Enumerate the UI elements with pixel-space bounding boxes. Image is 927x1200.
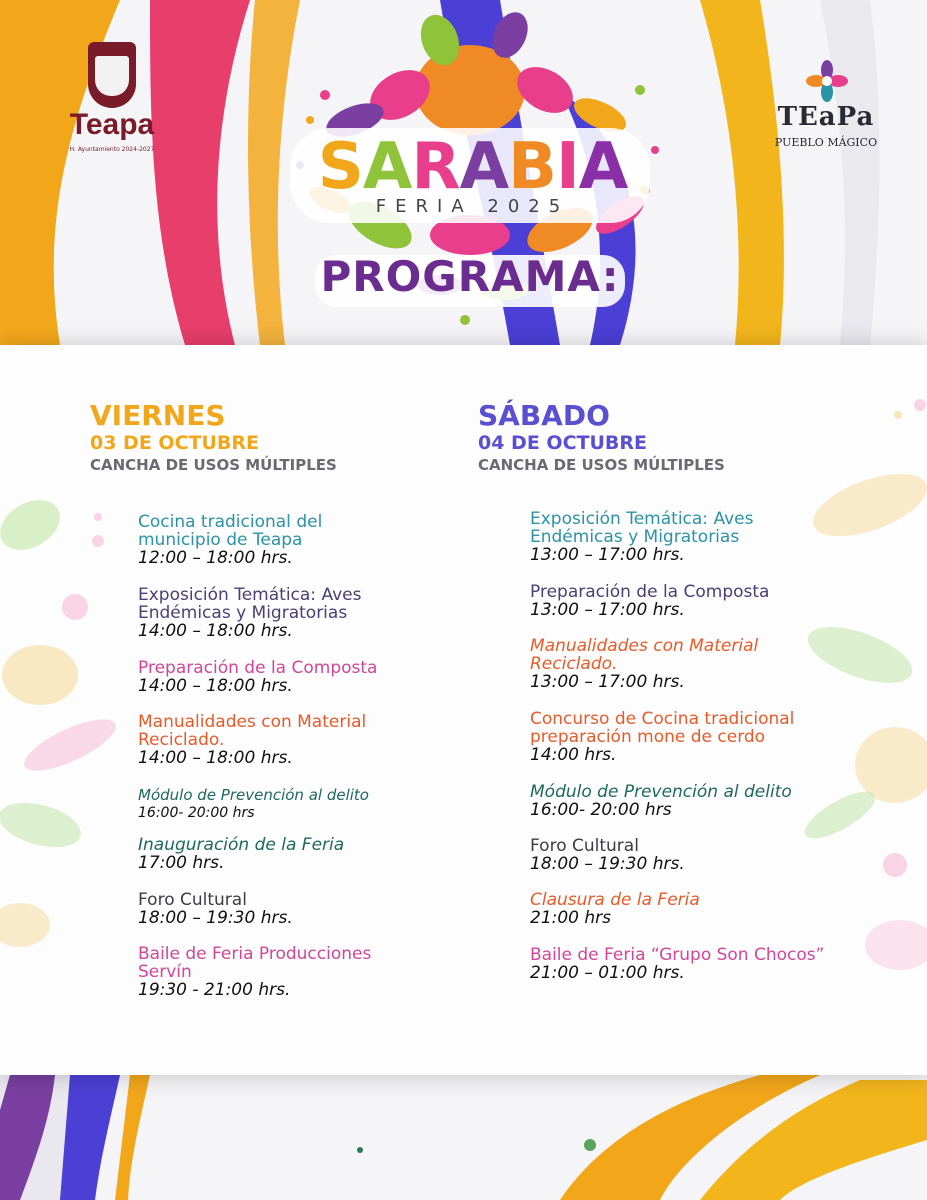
saturday-event (530, 783, 900, 819)
event-title: Módulo de Prevención al delito (138, 786, 369, 804)
friday-event (138, 945, 508, 999)
coat-of-arms-icon (88, 42, 136, 108)
event-title: Preparación de la Composta (138, 658, 378, 678)
flower-icon (806, 60, 848, 102)
event-title: Clausura de la Feria (530, 890, 700, 910)
event-title: Cocina tradicional del municipio de Teapa (138, 512, 323, 550)
event-hours: 12:00 – 18:00 hrs. (138, 548, 293, 568)
event-title: Foro Cultural (138, 890, 247, 910)
event-title: Concurso de Cocina tradicional preparación mone de cerdo (530, 709, 795, 747)
event-title: Preparación de la Composta (530, 582, 770, 602)
event-hours: 21:00 hrs (530, 908, 612, 928)
title-letter: A (459, 130, 509, 204)
logo-left-name: Teapa (69, 108, 155, 141)
title-letter: B (508, 130, 556, 204)
event-hours: 14:00 hrs. (530, 745, 617, 765)
teapa-municipal-logo (58, 42, 168, 162)
friday-venue: CANCHA DE USOS MÚLTIPLES (90, 456, 337, 474)
event-title: Manualidades con Material Reciclado. (138, 712, 367, 750)
event-title: Baile de Feria “Grupo Son Chocos” (530, 945, 825, 965)
event-title: Baile de Feria Producciones Servín (138, 944, 372, 982)
saturday-header (478, 400, 725, 476)
event-title: Manualidades con Material Reciclado. (530, 636, 759, 674)
friday-header (90, 400, 337, 476)
friday-day: VIERNES (90, 399, 226, 432)
friday-event (138, 713, 508, 767)
event-hours: 14:00 – 18:00 hrs. (138, 621, 293, 641)
friday-event (138, 586, 508, 640)
event-title: Inauguración de la Feria (138, 835, 345, 855)
saturday-event (530, 891, 900, 927)
saturday-event (530, 583, 900, 619)
event-title (300, 130, 645, 217)
event-hours: 14:00 – 18:00 hrs. (138, 748, 293, 768)
saturday-event (530, 510, 900, 564)
saturday-event (530, 946, 900, 982)
saturday-day: SÁBADO (478, 399, 610, 432)
title-letter: A (578, 130, 628, 204)
title-letter: R (411, 130, 460, 204)
title-letter: A (362, 130, 412, 204)
event-hours: 13:00 – 17:00 hrs. (530, 545, 685, 565)
saturday-event (530, 837, 900, 873)
event-hours: 18:00 – 19:30 hrs. (138, 908, 293, 928)
event-title: Exposición Temática: Aves Endémicas y Migratorias (530, 509, 754, 547)
logo-left-subtitle: H. Ayuntamiento 2024-2027 (69, 146, 155, 153)
friday-date: 03 DE OCTUBRE (90, 432, 259, 454)
saturday-event (530, 637, 900, 691)
event-hours: 14:00 – 18:00 hrs. (138, 676, 293, 696)
title-letter: S (317, 130, 363, 204)
logo-right-subtitle: PUEBLO MÁGICO (774, 136, 878, 149)
friday-event (138, 786, 508, 822)
event-hours: 18:00 – 19:30 hrs. (530, 854, 685, 874)
event-hours: 16:00- 20:00 hrs (530, 800, 672, 820)
event-hours: 21:00 – 01:00 hrs. (530, 963, 685, 983)
logo-right-name: TEaPa (777, 102, 875, 132)
friday-event (138, 836, 508, 872)
saturday-venue: CANCHA DE USOS MÚLTIPLES (478, 456, 725, 474)
title-letter: I (555, 130, 579, 204)
friday-event (138, 891, 508, 927)
friday-event (138, 659, 508, 695)
feria-subtitle: FERIA 2025 (375, 196, 570, 217)
event-hours: 16:00- 20:00 hrs (138, 805, 255, 821)
teapa-pueblo-magico-logo (770, 60, 885, 160)
programa-heading: PROGRAMA: (320, 252, 620, 301)
event-title: Módulo de Prevención al delito (530, 782, 792, 802)
event-hours: 17:00 hrs. (138, 853, 225, 873)
event-hours: 13:00 – 17:00 hrs. (530, 600, 685, 620)
event-hours: 19:30 - 21:00 hrs. (138, 980, 291, 1000)
sarabia-title (300, 130, 645, 204)
event-title: Foro Cultural (530, 836, 639, 856)
event-hours: 13:00 – 17:00 hrs. (530, 672, 685, 692)
saturday-event (530, 710, 900, 764)
event-title: Exposición Temática: Aves Endémicas y Migratorias (138, 585, 362, 623)
saturday-date: 04 DE OCTUBRE (478, 432, 647, 454)
friday-event (138, 513, 508, 567)
